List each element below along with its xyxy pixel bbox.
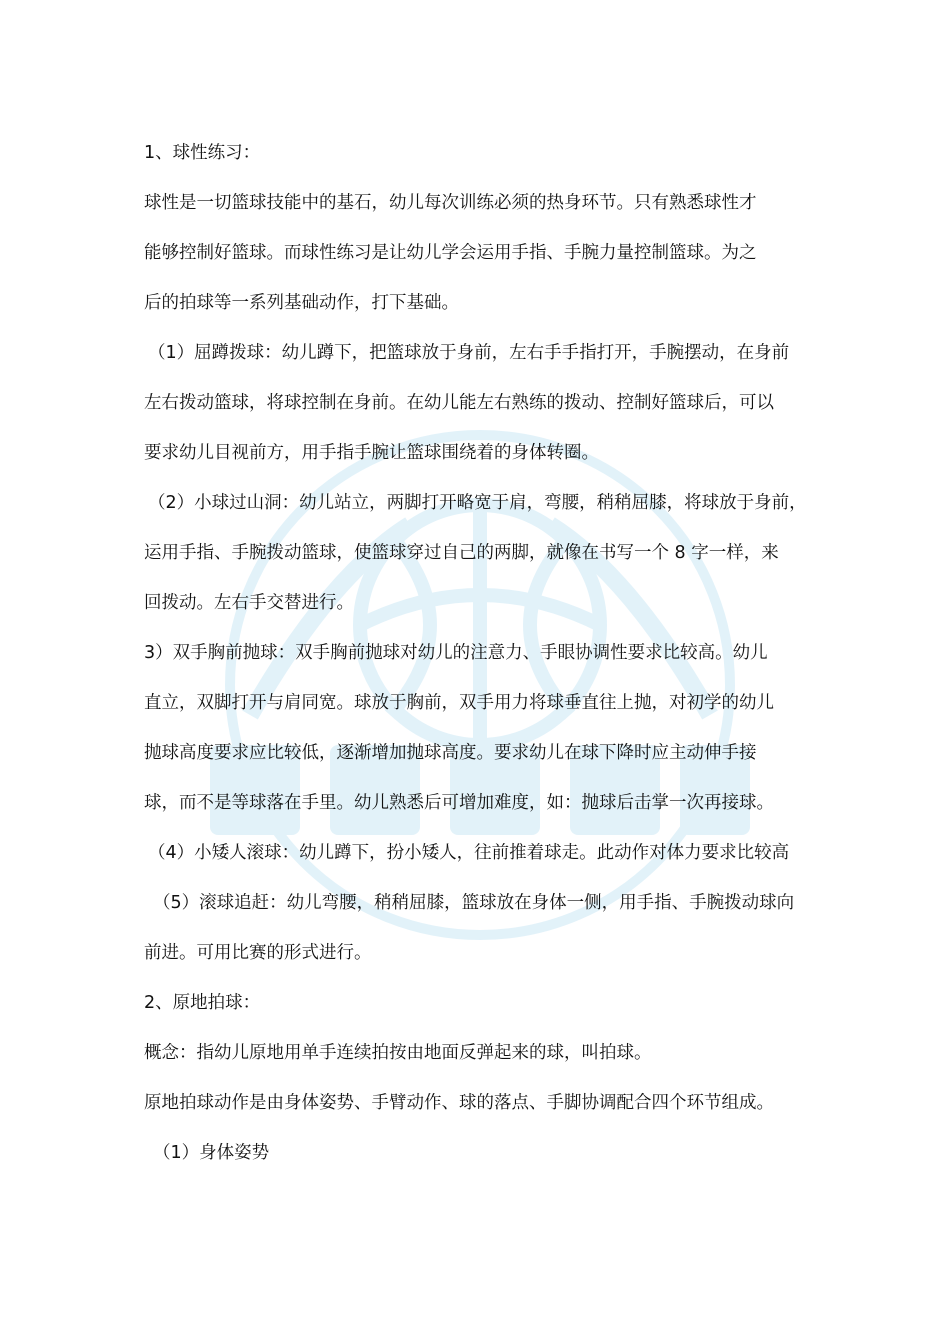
paragraph-line: 左右拨动篮球，将球控制在身前。在幼儿能左右熟练的拨动、控制好篮球后，可以: [144, 393, 774, 413]
document-body: [144, 128, 814, 1178]
section-heading-ball-feel: 1、球性练习：: [144, 143, 261, 163]
paragraph-line: 球性是一切篮球技能中的基石，幼儿每次训练必须的热身环节。只有熟悉球性才: [144, 193, 757, 213]
paragraph-line: 后的拍球等一系列基础动作，打下基础。: [144, 293, 459, 313]
paragraph-line: （4）小矮人滚球：幼儿蹲下，扮小矮人，往前推着球走。此动作对体力要求比较高: [148, 843, 790, 863]
paragraph-line: 运用手指、手腕拨动篮球，使篮球穿过自己的两脚，就像在书写一个 8 字一样，来: [144, 543, 779, 563]
paragraph-line: 原地拍球动作是由身体姿势、手臂动作、球的落点、手脚协调配合四个环节组成。: [144, 1093, 774, 1113]
paragraph-line: 概念：指幼儿原地用单手连续拍按由地面反弹起来的球，叫拍球。: [144, 1043, 652, 1063]
paragraph-line: 抛球高度要求应比较低，逐渐增加抛球高度。要求幼儿在球下降时应主动伸手接: [144, 743, 757, 763]
paragraph-line: 前进。可用比赛的形式进行。: [144, 943, 372, 963]
paragraph-line: 要求幼儿目视前方，用手指手腕让篮球围绕着的身体转圈。: [144, 443, 599, 463]
paragraph-line: 回拨动。左右手交替进行。: [144, 593, 354, 613]
paragraph-line: （1）屈蹲拨球：幼儿蹲下，把篮球放于身前，左右手手指打开，手腕摆动，在身前: [148, 343, 790, 363]
paragraph-line: （5）滚球追赶：幼儿弯腰，稍稍屈膝，篮球放在身体一侧，用手指、手腕拨动球向: [153, 893, 795, 913]
paragraph-line: （2）小球过山洞：幼儿站立，两脚打开略宽于肩，弯腰，稍稍屈膝，将球放于身前，: [148, 493, 807, 513]
paragraph-line: 能够控制好篮球。而球性练习是让幼儿学会运用手指、手腕力量控制篮球。为之: [144, 243, 757, 263]
paragraph-line: 直立，双脚打开与肩同宽。球放于胸前，双手用力将球垂直往上抛，对初学的幼儿: [144, 693, 774, 713]
section-heading-stationary-dribble: 2、原地拍球：: [144, 993, 261, 1013]
subheading-body-posture: （1）身体姿势: [153, 1143, 270, 1163]
paragraph-line: 3）双手胸前抛球：双手胸前抛球对幼儿的注意力、手眼协调性要求比较高。幼儿: [144, 643, 768, 663]
paragraph-line: 球，而不是等球落在手里。幼儿熟悉后可增加难度，如：抛球后击掌一次再接球。: [144, 793, 774, 813]
